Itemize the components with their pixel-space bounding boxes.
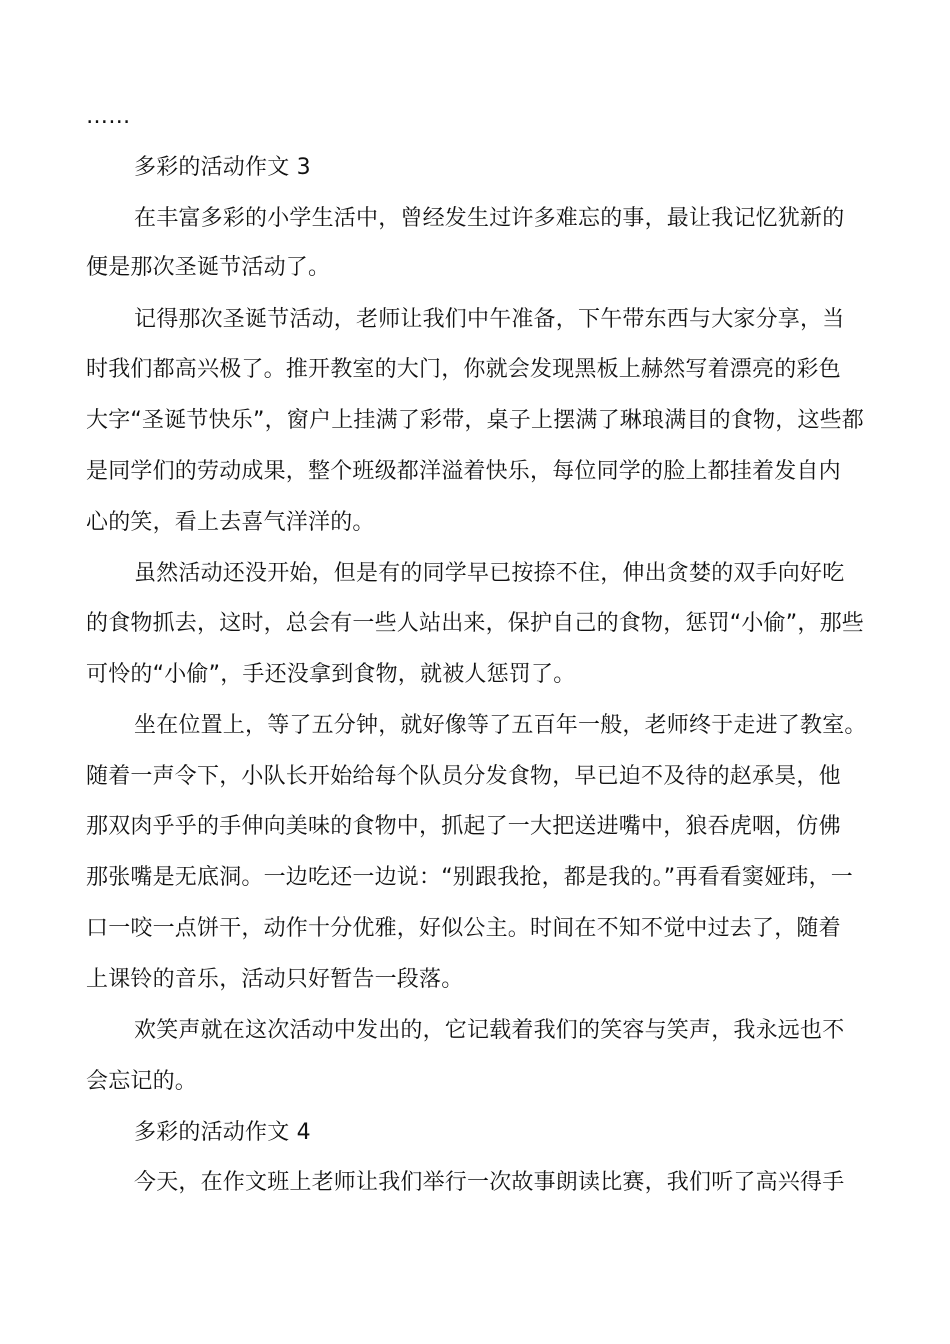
paragraph-line: 随着一声令下，小队长开始给每个队员分发食物，早已迫不及待的赵承昊，他 (86, 764, 841, 789)
paragraph-line: 今天，在作文班上老师让我们举行一次故事朗读比赛，我们听了高兴得手 (134, 1170, 845, 1195)
paragraph-line: 上课铃的音乐，活动只好暂告一段落。 (86, 967, 464, 992)
paragraph-line: 虽然活动还没开始，但是有的同学早已按捺不住，伸出贪婪的双手向好吃 (134, 561, 845, 586)
paragraph-line: 便是那次圣诞节活动了。 (86, 255, 331, 280)
paragraph-line: 口一咬一点饼干，动作十分优雅，好似公主。时间在不知不觉中过去了，随着 (86, 916, 841, 941)
section-heading-3: 多彩的活动作文 3 (134, 155, 311, 180)
paragraph-line: 欢笑声就在这次活动中发出的，它记载着我们的笑容与笑声，我永远也不 (134, 1018, 845, 1043)
paragraph-line: 那双肉乎乎的手伸向美味的食物中，抓起了一大把送进嘴中，狼吞虎咽，仿佛 (86, 814, 841, 839)
paragraph-line: 坐在位置上，等了五分钟，就好像等了五百年一般，老师终于走进了教室。 (134, 713, 867, 738)
paragraph-line: 可怜的“小偷”，手还没拿到食物，就被人惩罚了。 (86, 662, 576, 687)
paragraph-line: 的食物抓去，这时，总会有一些人站出来，保护自己的食物，惩罚“小偷”，那些 (86, 611, 864, 636)
paragraph-line: 记得那次圣诞节活动，老师让我们中午准备，下午带东西与大家分享，当 (134, 307, 845, 332)
paragraph-line: 那张嘴是无底洞。一边吃还一边说：“别跟我抢，都是我的。”再看看窦娅玮，一 (86, 865, 853, 890)
section-heading-4: 多彩的活动作文 4 (134, 1120, 311, 1145)
paragraph-line: 在丰富多彩的小学生活中，曾经发生过许多难忘的事，最让我记忆犹新的 (134, 206, 845, 231)
paragraph-line: 会忘记的。 (86, 1069, 198, 1094)
paragraph-line: 大字“圣诞节快乐”，窗户上挂满了彩带，桌子上摆满了琳琅满目的食物，这些都 (86, 408, 864, 433)
ellipsis-text: …… (86, 104, 131, 129)
paragraph-line: 时我们都高兴极了。推开教室的大门，你就会发现黑板上赫然写着漂亮的彩色 (86, 357, 841, 382)
paragraph-line: 是同学们的劳动成果，整个班级都洋溢着快乐，每位同学的脸上都挂着发自内 (86, 459, 841, 484)
paragraph-line: 心的笑，看上去喜气洋洋的。 (86, 510, 375, 535)
